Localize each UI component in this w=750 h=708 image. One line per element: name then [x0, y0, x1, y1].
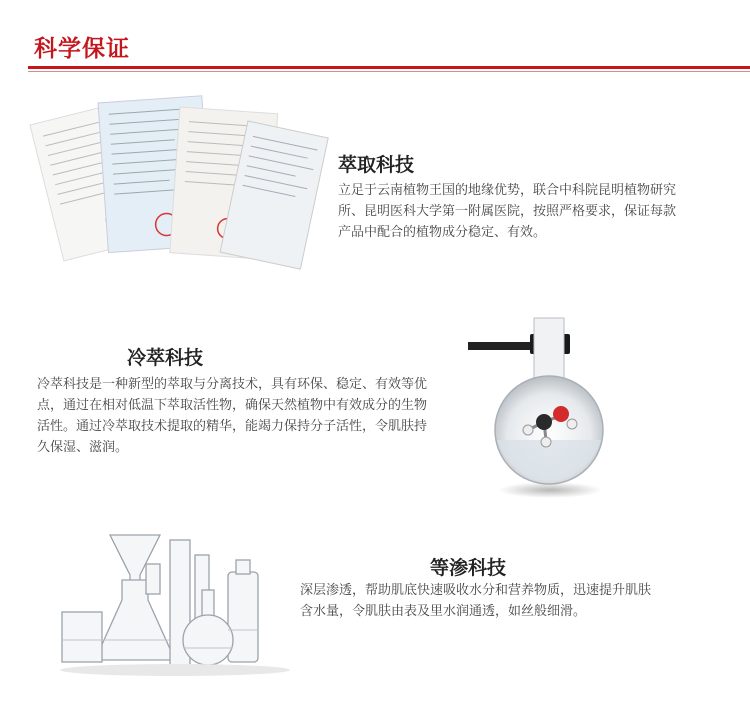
section-title-cold-extraction: 冷萃科技 — [127, 347, 204, 369]
page-title: 科学保证 — [34, 36, 130, 62]
flask-with-molecule-image — [468, 312, 618, 502]
header-divider — [28, 66, 750, 69]
section-body-cold-extraction: 冷萃科技是一种新型的萃取与分离技术，具有环保、稳定、有效等优点，通过在相对低温下萃取活性物，确保天然植物中有效成分的生物活性。通过冷萃取技术提取的精华，能竭力保持分子活性，令肌肤持久保湿、滋润。 — [37, 377, 428, 455]
section-body-extraction: 立足于云南植物王国的地缘优势，联合中科院昆明植物研究所、昆明医科大学第一附属医院，按照严格要求，保证每款产品中配合的植物成分稳定、有效。 — [338, 183, 677, 240]
laboratory-glassware-image — [50, 520, 300, 680]
header-divider-thin — [28, 71, 750, 72]
section-body-isotonic: 深层渗透，帮助肌底快速吸收水分和营养物质，迅速提升肌肤含水量，令肌肤由表及里水润通透，如丝般细滑。 — [300, 583, 652, 619]
page-header — [0, 0, 750, 80]
section-title-extraction: 萃取科技 — [338, 154, 415, 176]
certificate-documents-image — [20, 95, 340, 270]
section-title-isotonic: 等渗科技 — [430, 557, 507, 579]
